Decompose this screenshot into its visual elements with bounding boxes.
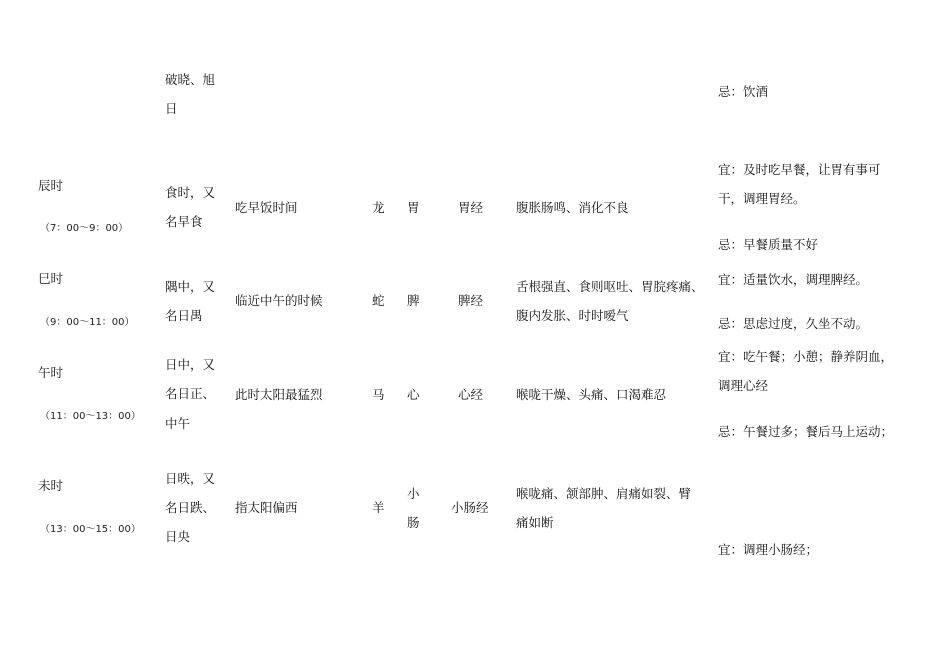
advice-line: 调理心经 (718, 378, 769, 393)
advice-line: 宜：调理小肠经； (718, 542, 819, 557)
hour-name: 未时 (38, 478, 64, 493)
symptom-line: 痛如断 (516, 515, 554, 530)
hour-time: （9：00～11：00） (40, 317, 135, 328)
symptom-line: 舌根强直、食则呕吐、胃脘疼痛、 (516, 279, 704, 294)
alias-line: 日央 (165, 529, 191, 544)
hour-meaning: 吃早饭时间 (235, 200, 298, 215)
alias-line: 隅中，又 (165, 279, 216, 294)
alias-line: 名日正、 (165, 386, 216, 401)
alias-line: 日中，又 (165, 357, 216, 372)
hour-time: （7：00～9：00） (40, 223, 129, 234)
hour-meaning: 临近中午的时候 (235, 293, 323, 308)
hour-time: （11：00～13：00） (40, 411, 141, 422)
alias-line: 中午 (165, 416, 191, 431)
organ: 心 (407, 387, 420, 402)
advice-line: 忌：午餐过多；餐后马上运动； (718, 424, 894, 439)
symptom-line: 喉咙痛、颔部肿、肩痛如裂、臂 (516, 486, 692, 501)
alias-line: 日 (165, 101, 178, 116)
advice-line: 宜：吃午餐；小憩；静养阴血， (718, 349, 894, 364)
alias-line: 破晓、旭 (165, 72, 216, 87)
advice-line: 忌：早餐质量不好 (718, 237, 819, 252)
advice-line: 干，调理胃经。 (718, 191, 806, 206)
zodiac-animal: 羊 (372, 500, 385, 515)
symptom-line: 喉咙干燥、头痛、口渴难忍 (516, 387, 667, 402)
meridian: 小肠经 (451, 500, 489, 515)
meridian: 胃经 (458, 200, 484, 215)
alias-line: 名日禺 (165, 308, 203, 323)
meridian: 心经 (458, 387, 484, 402)
advice-line: 忌：思虑过度，久坐不动。 (718, 316, 869, 331)
symptom-line: 腹内发胀、时时嗳气 (516, 308, 629, 323)
meridian: 脾经 (458, 293, 484, 308)
zodiac-animal: 马 (372, 387, 385, 402)
hour-name: 午时 (38, 365, 64, 380)
hour-meaning: 此时太阳最猛烈 (235, 387, 323, 402)
hour-meaning: 指太阳偏西 (235, 500, 298, 515)
organ: 脾 (407, 293, 420, 308)
alias-line: 食时，又 (165, 185, 216, 200)
hour-time: （13：00～15：00） (40, 524, 141, 535)
organ: 胃 (407, 200, 420, 215)
organ-line: 肠 (407, 515, 420, 530)
zodiac-animal: 蛇 (372, 293, 385, 308)
advice-line: 宜：及时吃早餐，让胃有事可 (718, 162, 881, 177)
advice-line: 忌：饮酒 (718, 84, 769, 99)
hour-name: 辰时 (38, 178, 64, 193)
hour-name: 巳时 (38, 271, 64, 286)
alias-line: 名日跌、 (165, 500, 216, 515)
advice-line: 宜：适量饮水，调理脾经。 (718, 272, 869, 287)
organ-line: 小 (407, 486, 420, 501)
alias-line: 名早食 (165, 214, 203, 229)
zodiac-animal: 龙 (372, 200, 385, 215)
alias-line: 日昳，又 (165, 471, 216, 486)
symptom-line: 腹胀肠鸣、消化不良 (516, 200, 629, 215)
